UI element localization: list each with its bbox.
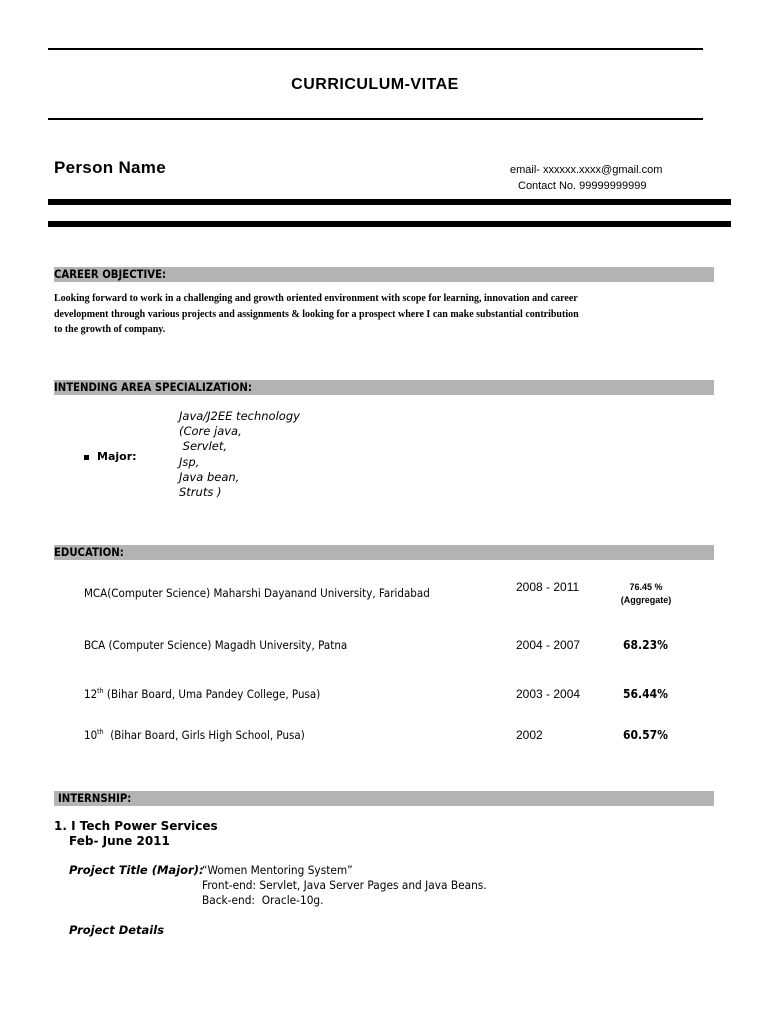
education-years-10th: 2002: [516, 728, 543, 742]
objective-line-3: to the growth of company.: [54, 324, 166, 335]
header-thick-rule-1: [48, 199, 731, 205]
education-years-12th: 2003 - 2004: [516, 687, 581, 701]
internship-heading: INTERNSHIP:: [54, 791, 714, 806]
major-item: Java bean,: [179, 469, 240, 484]
project-frontend: Front-end: Servlet, Java Server Pages and Java Beans.: [202, 878, 487, 892]
education-years-mca: 2008 - 2011: [516, 580, 580, 594]
education-heading: EDUCATION:: [54, 545, 714, 560]
major-label: Major:: [97, 450, 137, 463]
major-label-wrap: [84, 450, 137, 463]
education-score-mca: [606, 581, 686, 607]
score-value: 76.45 %: [629, 582, 663, 592]
education-degree-bca: BCA (Computer Science) Magadh University, Patna: [84, 638, 348, 652]
major-item: Servlet,: [179, 439, 227, 454]
project-title: “Women Mentoring System”: [202, 863, 353, 877]
education-score-bca: 68.23%: [623, 638, 668, 652]
score-note: (Aggregate): [620, 595, 672, 605]
education-years-bca: 2004 - 2007: [516, 638, 581, 652]
objective-line-2: development through various projects and assignments & looking for a prospect where I can make substantial contribution: [54, 308, 579, 320]
header-thick-rule-2: [48, 221, 731, 227]
major-list: [179, 409, 300, 500]
contact-number: Contact No. 99999999999: [518, 180, 647, 192]
title-rule: [48, 118, 703, 120]
top-rule: [48, 48, 703, 50]
major-item: Struts ): [179, 485, 222, 500]
major-item: (Core java,: [179, 424, 242, 439]
education-degree-mca: MCA(Computer Science) Maharshi Dayanand University, Faridabad: [84, 586, 430, 600]
major-item: Jsp,: [179, 454, 200, 469]
project-title-label: Project Title (Major):: [69, 863, 204, 877]
document-title: CURRICULUM-VITAE: [291, 76, 459, 93]
education-degree-10th: 10th (Bihar Board, Girls High School, Pusa): [84, 728, 305, 742]
objective-line-1: Looking forward to work in a challenging and growth oriented environment with scope for learning, innovation and career: [54, 293, 578, 304]
person-name: Person Name: [54, 158, 166, 177]
internship-period: Feb- June 2011: [69, 834, 170, 848]
internship-company: 1. I Tech Power Services: [54, 819, 218, 833]
email-text: email- xxxxxx.xxxx@gmail.com: [510, 164, 663, 176]
major-item: Java/J2EE technology: [179, 409, 300, 423]
education-degree-12th: 12th (Bihar Board, Uma Pandey College, Pusa): [84, 687, 321, 701]
career-objective-heading: CAREER OBJECTIVE:: [54, 267, 714, 282]
education-score-12th: 56.44%: [623, 687, 668, 701]
specialization-heading: INTENDING AREA SPECIALIZATION:: [54, 380, 714, 395]
career-objective-text: [54, 291, 714, 338]
bullet-icon: [84, 455, 89, 460]
project-backend: Back-end: Oracle-10g.: [202, 893, 324, 907]
project-details-label: Project Details: [69, 923, 165, 937]
education-score-10th: 60.57%: [623, 728, 668, 742]
